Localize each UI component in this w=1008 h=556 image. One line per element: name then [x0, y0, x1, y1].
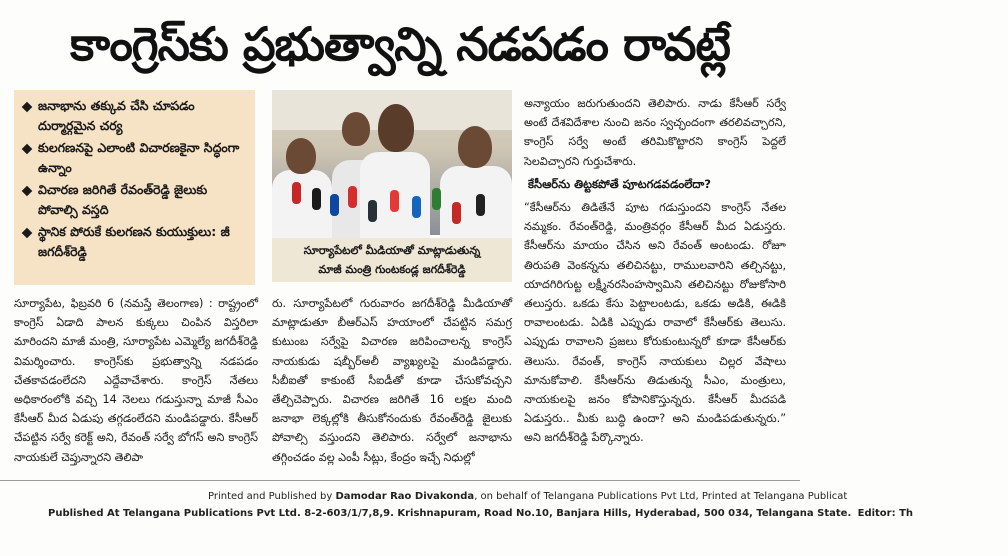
article-column-1: సూర్యాపేట, ఫిబ్రవరి 6 (నమస్తే తెలంగాణ) : రాష్ట్రంలో కాంగ్రెస్ ఏడాది పాలన కుక్కలు చింపిన విస్తరిలా మారిందని మాజీ మంత్రి, సూర్యాపేట ఎమ్మెల్యే జగదీశ్‌రెడ్డి విమర్శించారు. కాంగ్రెస్‌కు ప్రభుత్వాన్ని నడపడం చేతకావడంలేదని ఎద్దేవాచేశారు. కాంగ్రెస్ నేతలు అధికారంలోకి వచ్చి 14 నెలలు గడుస్తున్నా మాజీ సీఎం కేసీఆర్ మీద ఏడుపు తగ్గడంలేదని మండిపడ్డారు. కేసీఆర్ చేపట్టిన సర్వే కరెక్ట్ అని, రేవంత్ సర్వే బోగస్ అని కాంగ్రెస్ నాయకులే చెప్తున్నారని తెలిపా: [14, 297, 258, 464]
highlight-item: [22, 222, 249, 261]
photo-person-head: [458, 126, 492, 168]
article-subheading: కేసీఆర్‌ను తిట్టకపోతే పూటగడవడంలేదా?: [528, 177, 711, 191]
photo-person-shirt: [272, 170, 332, 240]
microphone-icon: [452, 202, 461, 224]
diamond-bullet-icon: [22, 228, 33, 239]
publisher-name: Damodar Rao Divakonda: [335, 491, 475, 502]
microphone-icon: [312, 188, 321, 210]
diamond-bullet-icon: [22, 144, 33, 155]
microphone-icon: [432, 188, 441, 210]
diamond-bullet-icon: [22, 186, 33, 197]
imprint-address: Published At Telangana Publications Pvt Ltd. 8-2-603/1/7,8,9. Krishnapuram, Road No.10, Banjara Hills, Hyderabad, 500 034, Telangana State.: [48, 508, 852, 519]
photo-caption-line: సూర్యాపేటలో మీడియాతో మాట్లాడుతున్న: [303, 244, 481, 257]
microphone-icon: [348, 186, 357, 208]
highlight-text: జనాభాను తక్కువ చేసి చూపడం దుర్మార్గమైన చర్య: [38, 98, 195, 133]
photo-caption-line: మాజీ మంత్రి గుంటకండ్ల జగదీశ్‌రెడ్డి: [318, 263, 466, 276]
photo-person-head: [342, 112, 370, 146]
photo-caption: [272, 238, 512, 282]
microphone-icon: [368, 200, 377, 222]
highlights-box: [14, 90, 255, 285]
imprint-line-1: [0, 490, 1008, 504]
highlight-item: [22, 180, 249, 219]
imprint-prefix: Printed and Published by: [208, 491, 333, 502]
imprint-line-2: [0, 507, 914, 521]
article-column-3-top: అన్యాయం జరుగుతుందని తెలిపారు. నాడు కేసీఆర్ సర్వే అంటే దేశవిదేశాల నుంచి జనం స్వచ్ఛందంగా తరలివచ్చారని, కాంగ్రెస్ సర్వే అంటే తరిమికొట్టారని కాంగ్రెస్ పెద్దలే సెలవిచ్చారని గుర్తుచేశారు.: [524, 97, 786, 168]
microphone-icon: [476, 194, 485, 216]
highlight-item: [22, 138, 249, 177]
highlight-item: [22, 96, 249, 135]
footer-divider: [0, 480, 800, 481]
microphone-icon: [390, 190, 399, 212]
article-column-3-bottom: “కేసీఆర్‌ను తిడితేనే పూట గడుస్తుందని కాంగ్రెస్ నేతల నమ్మకం. రేవంత్‌రెడ్డి, మంత్రివర్గం కేసీఆర్ మీద ఏడుస్తరు. కేసీఆర్‌ను మాయం చేసిన అని రేవంత్ అంటండు. రోజూ తిరుపతి వెంకన్నను తలిచినట్టు, రాములవారిని తల్చినట్టు, యాదగిరిగుట్ట లక్ష్మీనరసింహస్వామిని తలిచినట్టు రోజుకోసారి తలుస్తరు. ఒకడు కేసు పెట్టాలంటడు, ఒకడు అడికి, ఈడికి రావాలంటడు. ఏడికి ఎప్పుడు రావాలో కేసీఆర్‌కు తెలుసు. ఎప్పుడు రావాలని ప్రజలు కోరుకుంటున్నరో కూడా కేసీఆర్‌కు తెలుసు. రేవంత్, కాంగ్రెస్ నాయకులు చిల్లర వేషాలు మానుకోవాలి. కేసీఆర్‌ను తిడుతున్న సీఎం, మంత్రులు, నాయకులపై జనం కోపానికొస్తున్నరు. కేసీఆర్ మీదపడి ఏడుస్తరు.. మీకు బుద్ధి ఉందా? అని మండిపడుతున్నరు.” అని జగదీశ్‌రెడ్డి పేర్కొన్నారు.: [524, 201, 786, 445]
highlight-text: విచారణ జరిగితే రేవంత్‌రెడ్డి జైలుకు పోవాల్సి వస్తది: [38, 182, 208, 217]
photo-person-head: [286, 138, 316, 174]
diamond-bullet-icon: [22, 102, 33, 113]
news-photo: [272, 90, 512, 235]
imprint-suffix: , on behalf of Telangana Publications Pvt Ltd, Printed at Telangana Publicat: [474, 491, 848, 502]
microphone-icon: [412, 196, 421, 218]
imprint-editor: Editor: Th: [857, 508, 914, 519]
highlight-text: స్థానిక పోరుకే కులగణన కుయుక్తులు: జీ జగదీశ్‌రెడ్డి: [38, 224, 230, 259]
headline: కాంగ్రెస్‌కు ప్రభుత్వాన్ని నడపడం రావట్లే: [70, 17, 730, 71]
article-column-2: రు. సూర్యాపేటలో గురువారం జగదీశ్‌రెడ్డి మీడియాతో మాట్లాడుతూ బీఆర్ఎస్ హయాంలో చేపట్టిన సమగ్ర కుటుంబ సర్వేపై విచారణ జరిపించాలన్న కాంగ్రెస్ నాయకుడు షబ్బీర్‌అలీ వ్యాఖ్యలపై మండిపడ్డారు. సీబీఐతో కాకుంటే సీఐడీతో కూడా చేసుకోవచ్చని తేల్చిచెప్పారు. విచారణ జరిగితే 16 లక్షల మంది జనాభా లెక్కల్లోకి తీసుకోనందుకు రేవంత్‌రెడ్డి జైలుకు పోవాల్సి వస్తుందని తెలిపారు. సర్వేలో జనాభాను తగ్గించడం వల్ల ఎంపీ సీట్లు, కేంద్రం ఇచ్చే నిధుల్లో: [272, 297, 512, 464]
highlight-text: కులగణనపై ఎలాంటి విచారణకైనా సిద్ధంగా ఉన్నాం: [38, 140, 240, 175]
microphone-icon: [330, 194, 339, 216]
microphone-icon: [292, 182, 301, 204]
photo-speaker-head: [378, 104, 414, 152]
